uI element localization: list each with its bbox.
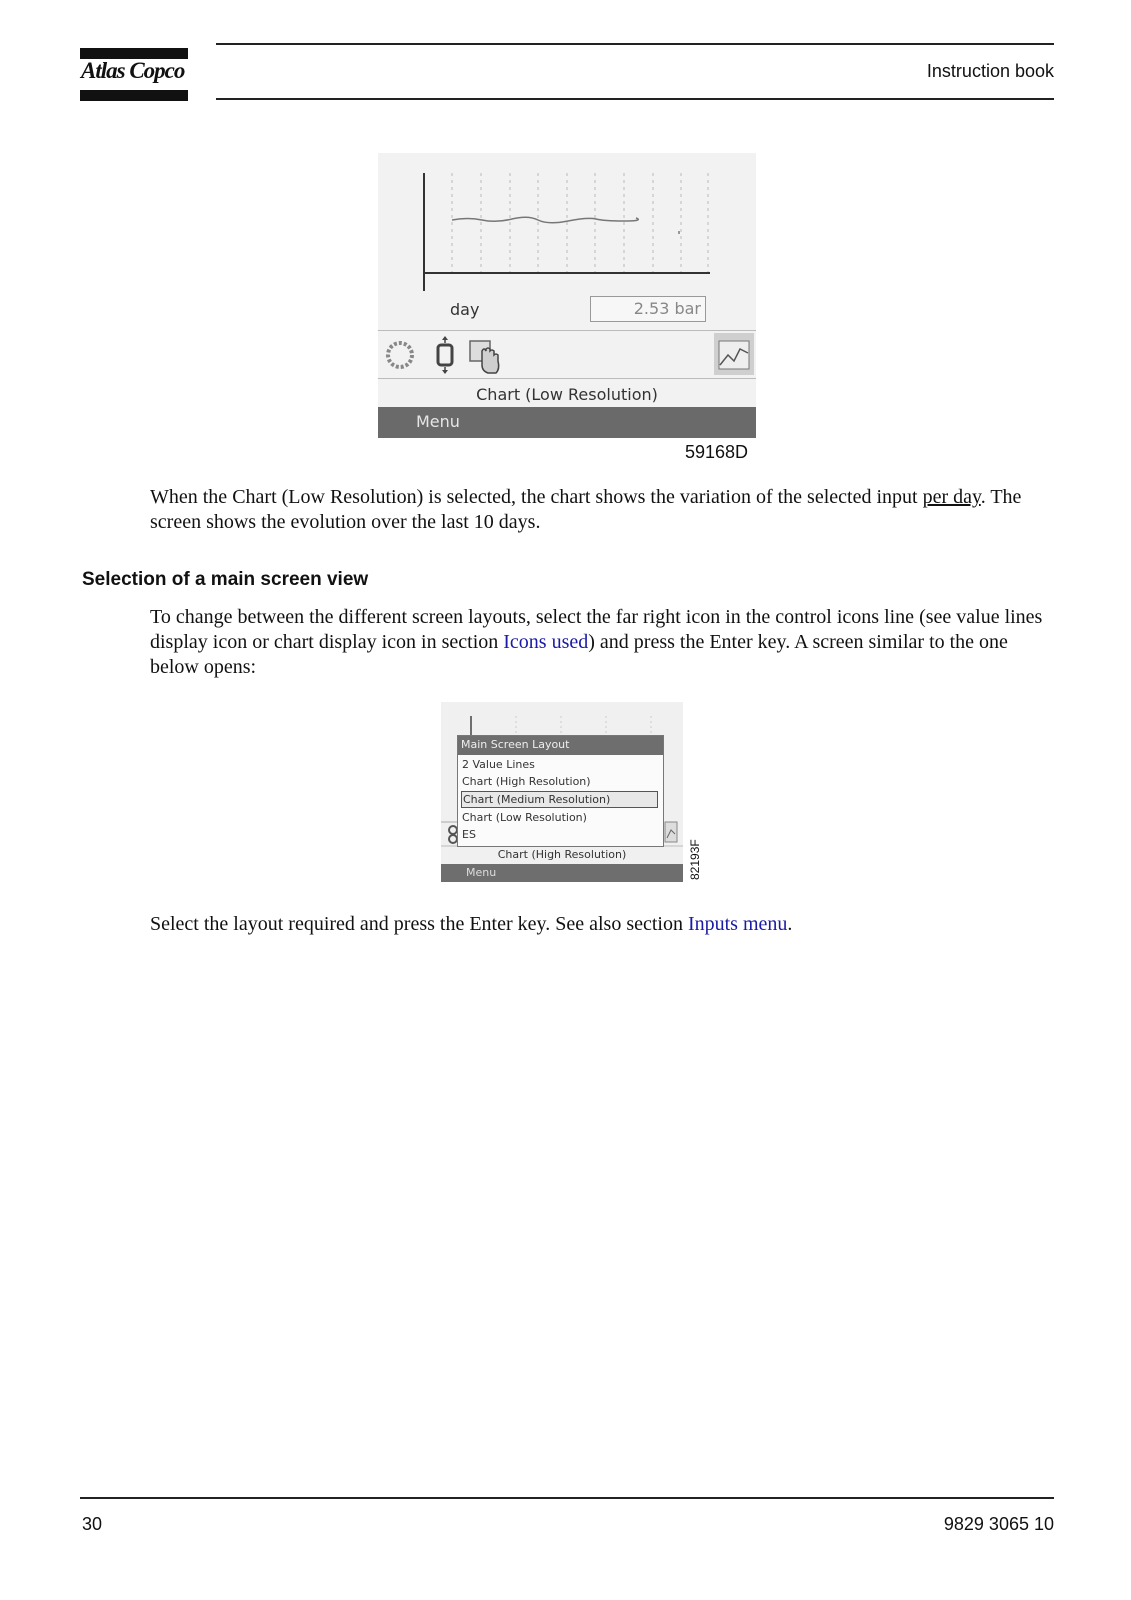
controller-screen-layout-menu [441,702,683,882]
value-readout: 2.53 bar [590,296,706,322]
main-screen-layout-popup [457,735,664,847]
popup-title: Main Screen Layout [458,736,663,755]
paragraph-select-layout: Select the layout required and press the Enter key. See also section Inputs menu. [150,913,793,935]
page-number: 30 [82,1514,103,1534]
menu-bar[interactable] [441,864,683,882]
header-rule-top [216,43,1054,45]
controller-screen-low-resolution [378,153,756,438]
menu-bar[interactable] [378,407,756,438]
paragraph-chart-low-resolution: When the Chart (Low Resolution) is selected, the chart shows the variation of the selected input per day. The screen shows the evolution over the last 10 days. [150,486,1022,533]
atlas-copco-logo [80,46,188,100]
layout-option-chart-high[interactable]: Chart (High Resolution) [462,775,591,788]
control-icons-row [378,331,756,378]
underlined-term: per day [922,486,981,508]
hand-pointer-icon [470,341,499,373]
menu-label: Menu [416,412,460,431]
header-rule-bottom [216,98,1054,100]
screen-caption: Chart (High Resolution) [497,848,627,861]
compressor-icon [438,336,452,374]
x-axis-label: day [450,300,480,319]
footer-rule [80,1497,1054,1499]
layout-option-2-value-lines[interactable]: 2 Value Lines [462,758,535,771]
figure-code: 59168D [685,442,749,462]
chart-display-icon [714,333,754,375]
menu-label: Menu [466,866,497,879]
header-title: Instruction book [926,61,1054,81]
document-code: 9829 3065 10 [943,1514,1054,1534]
circle-spinner-icon [388,343,412,367]
layout-option-es[interactable]: ES [462,828,476,841]
section-heading: Selection of a main screen view [82,569,369,590]
layout-option-chart-low[interactable]: Chart (Low Resolution) [462,811,587,824]
inputs-menu-link[interactable]: Inputs menu [687,913,788,935]
paragraph-change-layout: To change between the different screen layouts, select the far right icon in the control icons line (see value lines display icon or chart display icon in section Icons used) and press the Enter key. A screen similar to the one below opens: [150,606,1043,678]
divider [378,378,756,379]
icons-used-link[interactable]: Icons used [503,631,589,653]
logo-wordmark: Atlas Copco [81,58,185,83]
layout-option-chart-medium[interactable]: Chart (Medium Resolution) [461,791,658,808]
screen-caption: Chart (Low Resolution) [476,385,658,404]
figure-code: 82193F [688,839,702,880]
